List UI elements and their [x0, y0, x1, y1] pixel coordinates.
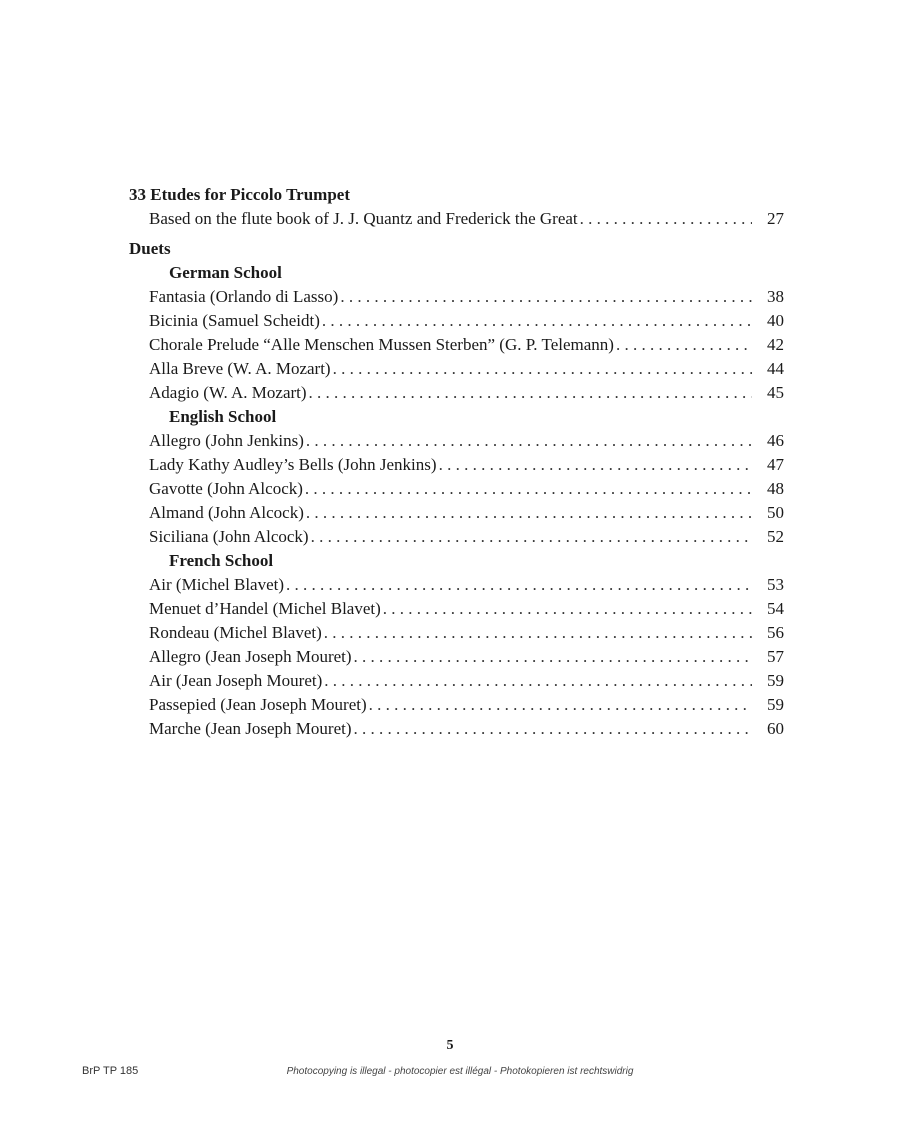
toc-entry[interactable]	[129, 525, 784, 549]
toc-entry[interactable]	[129, 357, 784, 381]
toc-entry[interactable]	[129, 597, 784, 621]
toc-entry-title: Passepied (Jean Joseph Mouret)	[149, 695, 367, 714]
toc-entry-title: Allegro (John Jenkins)	[149, 431, 304, 450]
toc-entry-title: Rondeau (Michel Blavet)	[149, 623, 322, 642]
toc-entry-page: 27	[767, 209, 784, 228]
subsection-heading-french: French School	[169, 551, 274, 570]
toc-entry[interactable]	[129, 333, 784, 357]
dot-leader	[369, 693, 752, 717]
toc-entry-page: 42	[767, 335, 784, 354]
toc-entry-page: 60	[767, 719, 784, 738]
toc-entry[interactable]	[129, 429, 784, 453]
subsection-heading-english: English School	[169, 407, 277, 426]
toc-entry-title: Air (Jean Joseph Mouret)	[149, 671, 323, 690]
dot-leader	[324, 669, 752, 693]
toc-entry-title: Lady Kathy Audley’s Bells (John Jenkins)	[149, 455, 437, 474]
toc-entry-page: 54	[767, 599, 784, 618]
toc-entry-page: 53	[767, 575, 784, 594]
dot-leader	[333, 357, 752, 381]
toc-entry[interactable]	[129, 453, 784, 477]
toc-entry-page: 47	[767, 455, 784, 474]
toc-entry-title: Siciliana (John Alcock)	[149, 527, 309, 546]
toc-entry-page: 50	[767, 503, 784, 522]
dot-leader	[306, 501, 752, 525]
toc-entry[interactable]	[129, 693, 784, 717]
toc-entry-title: Adagio (W. A. Mozart)	[149, 383, 307, 402]
dot-leader	[439, 453, 752, 477]
section-heading-duets: Duets	[129, 239, 171, 258]
toc-entry-page: 59	[767, 695, 784, 714]
copyright-notice: Photocopying is illegal - photocopier est illégal - Photokopieren ist rechtswidrig	[286, 1066, 634, 1077]
toc-entry[interactable]	[129, 669, 784, 693]
toc-entry-title: Menuet d’Handel (Michel Blavet)	[149, 599, 381, 618]
toc-entry[interactable]	[129, 207, 784, 231]
subsection-heading-german: German School	[169, 263, 282, 282]
dot-leader	[305, 477, 752, 501]
toc-entry-title: Alla Breve (W. A. Mozart)	[149, 359, 331, 378]
section-heading-etudes: 33 Etudes for Piccolo Trumpet	[129, 185, 350, 204]
toc-entry-page: 57	[767, 647, 784, 666]
toc-entry-title: Gavotte (John Alcock)	[149, 479, 303, 498]
dot-leader	[306, 429, 752, 453]
dot-leader	[309, 381, 752, 405]
toc-entry[interactable]	[129, 381, 784, 405]
toc-entry[interactable]	[129, 621, 784, 645]
dot-leader	[616, 333, 752, 357]
toc-entry-title: Almand (John Alcock)	[149, 503, 304, 522]
dot-leader	[286, 573, 752, 597]
toc-entry-title: Based on the flute book of J. J. Quantz and Frederick the Great	[149, 209, 578, 228]
dot-leader	[322, 309, 752, 333]
dot-leader	[354, 717, 752, 741]
dot-leader	[311, 525, 752, 549]
toc-entry-title: Fantasia (Orlando di Lasso)	[149, 287, 339, 306]
toc-entry-page: 59	[767, 671, 784, 690]
toc-entry-page: 40	[767, 311, 784, 330]
toc-entry-title: Allegro (Jean Joseph Mouret)	[149, 647, 352, 666]
toc-entry[interactable]	[129, 309, 784, 333]
toc-entry[interactable]	[129, 717, 784, 741]
dot-leader	[324, 621, 752, 645]
toc-entry[interactable]	[129, 285, 784, 309]
table-of-contents	[129, 183, 784, 741]
dot-leader	[354, 645, 752, 669]
dot-leader	[580, 207, 752, 231]
toc-entry[interactable]	[129, 645, 784, 669]
toc-entry-title: Bicinia (Samuel Scheidt)	[149, 311, 320, 330]
toc-entry-page: 45	[767, 383, 784, 402]
toc-entry-page: 46	[767, 431, 784, 450]
toc-entry-page: 52	[767, 527, 784, 546]
toc-entry-title: Marche (Jean Joseph Mouret)	[149, 719, 352, 738]
toc-entry-page: 38	[767, 287, 784, 306]
toc-entry-page: 56	[767, 623, 784, 642]
toc-entry-page: 44	[767, 359, 784, 378]
page-number: 5	[446, 1038, 454, 1053]
toc-entry-page: 48	[767, 479, 784, 498]
toc-entry-title: Chorale Prelude “Alle Menschen Mussen Sterben” (G. P. Telemann)	[149, 335, 614, 354]
toc-entry[interactable]	[129, 477, 784, 501]
toc-entry[interactable]	[129, 573, 784, 597]
dot-leader	[340, 285, 752, 309]
toc-entry[interactable]	[129, 501, 784, 525]
toc-entry-title: Air (Michel Blavet)	[149, 575, 285, 594]
catalog-code: BrP TP 185	[82, 1065, 139, 1077]
dot-leader	[383, 597, 752, 621]
